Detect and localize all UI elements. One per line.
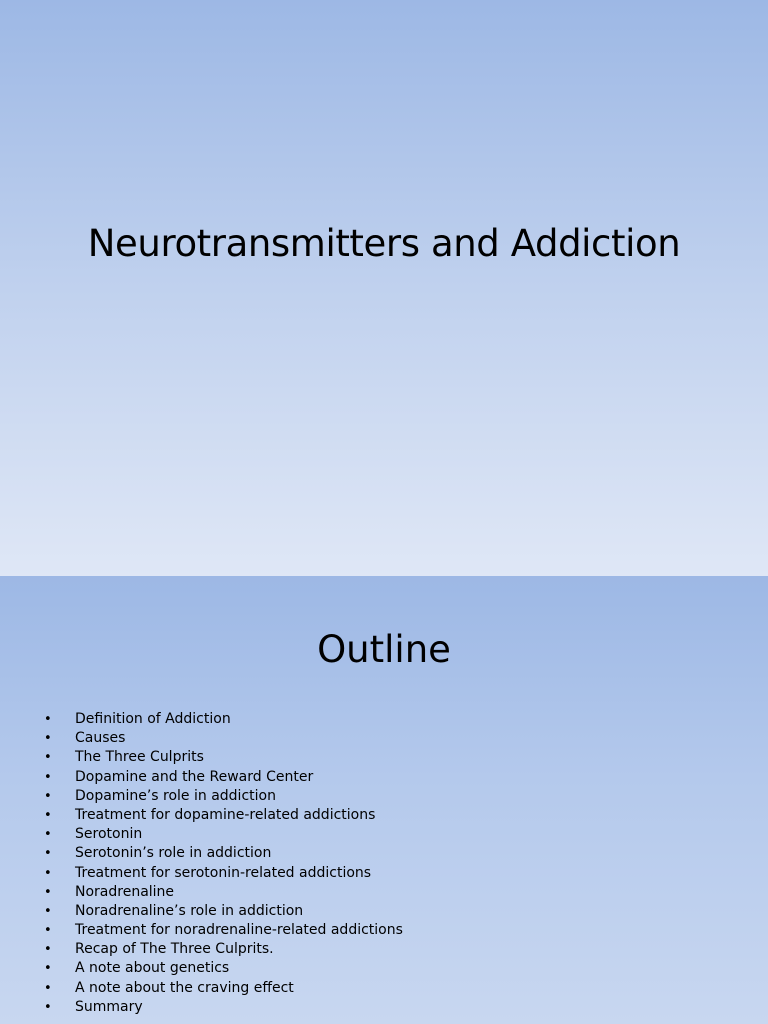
list-item-text: Serotonin xyxy=(75,826,143,843)
list-item-text: A note about the craving effect xyxy=(75,979,294,996)
bullet-icon: • xyxy=(44,884,52,900)
list-item-text: Summary xyxy=(75,998,143,1015)
list-item-text: Treatment for dopamine-related addictions xyxy=(75,806,376,823)
outline-title: Outline xyxy=(317,628,451,671)
bullet-icon: • xyxy=(44,731,52,747)
bullet-icon: • xyxy=(44,923,52,939)
list-item-text: Treatment for noradrenaline-related addictions xyxy=(75,922,403,939)
bullet-icon: • xyxy=(44,807,52,823)
list-item-text: Dopamine’s role in addiction xyxy=(75,787,276,804)
list-item-text: Causes xyxy=(75,730,126,747)
outline-slide xyxy=(0,576,768,1024)
list-item-text: Noradrenaline’s role in addiction xyxy=(75,902,304,919)
list-item-text: Serotonin’s role in addiction xyxy=(75,845,272,862)
bullet-icon: • xyxy=(44,769,52,785)
bullet-icon: • xyxy=(44,942,52,958)
slide-title: Neurotransmitters and Addiction xyxy=(87,222,681,265)
list-item-text: Treatment for serotonin-related addictions xyxy=(75,864,372,881)
bullet-icon: • xyxy=(44,999,52,1015)
bullet-icon: • xyxy=(44,712,52,727)
bullet-icon: • xyxy=(44,788,52,804)
bullet-icon: • xyxy=(44,750,52,766)
list-item-text: Noradrenaline xyxy=(75,883,175,900)
list-item-text: The Three Culprits xyxy=(75,749,204,766)
list-item-text: Dopamine and the Reward Center xyxy=(75,768,314,785)
bullet-icon: • xyxy=(44,846,52,862)
bullet-icon: • xyxy=(44,865,52,881)
list-item-text: Recap of The Three Culprits. xyxy=(75,941,274,958)
bullet-icon: • xyxy=(44,827,52,843)
bullet-icon: • xyxy=(44,903,52,919)
list-item-text: Definition of Addiction xyxy=(75,711,231,727)
list-item-text: A note about genetics xyxy=(75,960,230,977)
bullet-icon: • xyxy=(44,961,52,977)
bullet-icon: • xyxy=(44,980,52,996)
